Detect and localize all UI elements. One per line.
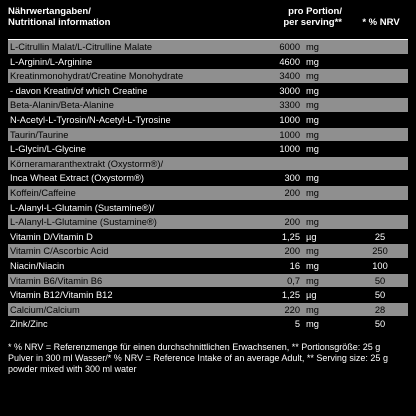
row-unit: mg — [306, 71, 319, 82]
table-row — [8, 244, 408, 259]
row-value: 220 — [284, 304, 300, 315]
row-value: 4600 — [279, 56, 300, 67]
table-row — [8, 157, 408, 172]
row-unit: mg — [306, 173, 319, 184]
row-name: L-Alanyl-L-Glutamin (Sustamine®)/ — [10, 202, 155, 213]
table-row — [8, 55, 408, 70]
row-unit: mg — [306, 246, 319, 257]
row-unit: µg — [306, 290, 317, 301]
row-value: 1000 — [279, 129, 300, 140]
row-value: 0,7 — [287, 275, 300, 286]
row-name: Vitamin B12/Vitamin B12 — [10, 290, 113, 301]
table-row — [8, 303, 408, 318]
row-name: L-Arginin/L-Arginine — [10, 56, 93, 67]
row-name: Vitamin D/Vitamin D — [10, 231, 93, 242]
footnote: * % NRV = Referenzmenge für einen durchschnittlichen Erwachsenen, ** Portionsgröße: 25 g Pulver in 300 ml Wasser/* % NRV = Reference Intake of an average Adult, ** Serving size: 25 g powder mixed with 300 ml water — [8, 342, 388, 374]
row-nrv: 250 — [372, 246, 388, 257]
row-value: 1,25 — [281, 231, 300, 242]
table-row — [8, 128, 408, 143]
table-header — [8, 6, 412, 40]
row-name: Taurin/Taurine — [10, 129, 69, 140]
row-name: N-Acetyl-L-Tyrosin/N-Acetyl-L-Tyrosine — [10, 114, 171, 125]
row-unit: mg — [306, 319, 319, 330]
row-value: 1000 — [279, 144, 300, 155]
row-name: L-Alanyl-L-Glutamine (Sustamine®) — [10, 217, 157, 228]
row-name: Inca Wheat Extract (Oxystorm®) — [10, 173, 144, 184]
table-row — [8, 259, 408, 274]
row-value: 300 — [284, 173, 300, 184]
row-nrv: 25 — [374, 231, 386, 242]
row-unit: mg — [306, 100, 319, 111]
nutrition-table — [8, 40, 408, 332]
row-unit: mg — [306, 129, 319, 140]
table-row — [8, 201, 408, 216]
table-row — [8, 186, 408, 201]
row-nrv: 50 — [374, 319, 386, 330]
table-row — [8, 40, 408, 55]
row-name: Beta-Alanin/Beta-Alanine — [10, 100, 114, 111]
header-portion-de: pro Portion/ — [288, 6, 342, 17]
row-unit: mg — [306, 275, 319, 286]
table-row — [8, 142, 408, 157]
row-value: 16 — [289, 260, 300, 271]
row-nrv: 28 — [374, 304, 386, 315]
row-unit: mg — [306, 187, 319, 198]
row-name: Zink/Zinc — [10, 319, 48, 330]
table-row — [8, 215, 408, 230]
row-unit: mg — [306, 85, 319, 96]
row-value: 200 — [284, 217, 300, 228]
row-name: Calcium/Calcium — [10, 304, 80, 315]
row-nrv: 50 — [374, 275, 386, 286]
header-portion-en: per serving** — [283, 17, 342, 28]
row-unit: mg — [306, 260, 319, 271]
row-name: L-Citrullin Malat/L-Citrulline Malate — [10, 42, 153, 52]
table-row — [8, 230, 408, 245]
row-name: Koffein/Caffeine — [10, 187, 76, 198]
row-nrv: 50 — [374, 290, 386, 301]
row-value: 200 — [284, 187, 300, 198]
row-name: Vitamin B6/Vitamin B6 — [10, 275, 103, 286]
row-value: 3300 — [279, 100, 300, 111]
row-name: Körneramaranthextrakt (Oxystorm®)/ — [10, 158, 164, 169]
header-nrv: * % NRV — [362, 17, 400, 28]
row-value: 1,25 — [281, 290, 300, 301]
row-name: - davon Kreatin/of which Creatine — [10, 85, 148, 96]
row-name: Vitamin C/Ascorbic Acid — [10, 246, 109, 257]
row-name: L-Glycin/L-Glycine — [10, 144, 86, 155]
row-unit: mg — [306, 304, 319, 315]
header-title-en: Nutritional information — [8, 17, 111, 28]
header-portion — [276, 6, 342, 28]
table-row — [8, 171, 408, 186]
table-row — [8, 113, 408, 128]
row-unit: µg — [306, 231, 317, 242]
table-row — [8, 274, 408, 289]
table-row — [8, 84, 408, 99]
header-title-de: Nährwertangaben/ — [8, 6, 91, 17]
row-unit: mg — [306, 42, 319, 52]
row-name: Kreatinmonohydrat/Creatine Monohydrate — [10, 71, 184, 82]
row-name: Niacin/Niacin — [10, 260, 65, 271]
table-row — [8, 69, 408, 84]
row-unit: mg — [306, 144, 319, 155]
row-unit: mg — [306, 114, 319, 125]
row-nrv: 100 — [372, 260, 388, 271]
row-value: 200 — [284, 246, 300, 257]
row-value: 5 — [294, 319, 300, 330]
row-value: 1000 — [279, 114, 300, 125]
row-unit: mg — [306, 217, 319, 228]
table-row — [8, 288, 408, 303]
table-row — [8, 98, 408, 113]
row-value: 3400 — [279, 71, 300, 82]
row-unit: mg — [306, 56, 319, 67]
row-value: 3000 — [279, 85, 300, 96]
header-title — [8, 6, 110, 28]
row-value: 6000 — [279, 42, 300, 52]
table-row — [8, 317, 408, 332]
